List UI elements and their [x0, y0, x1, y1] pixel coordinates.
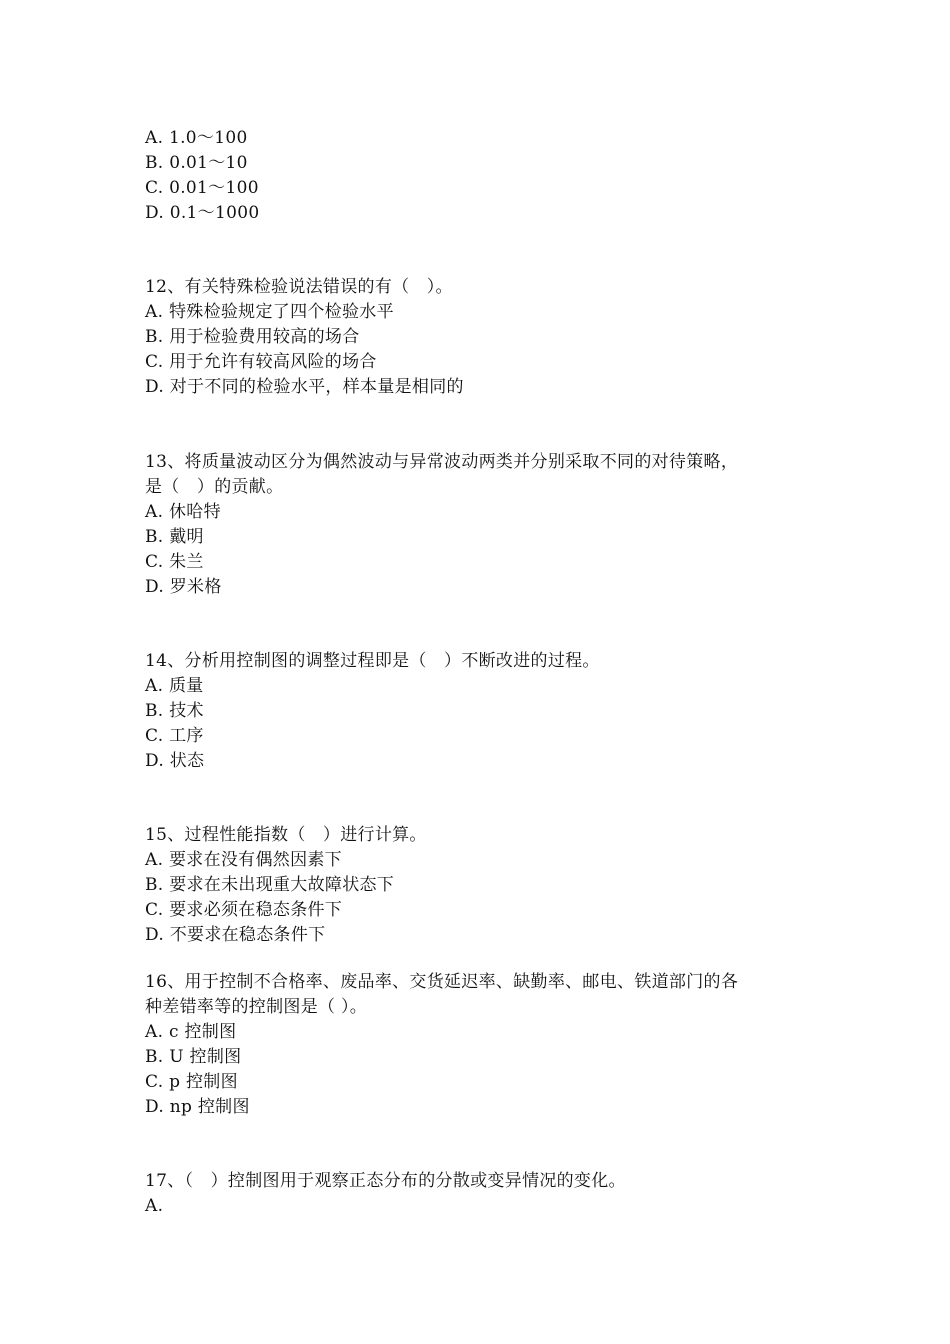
- q16-question-line1: 16、用于控制不合格率、废品率、交货延迟率、缺勤率、邮电、铁道部门的各: [145, 972, 739, 992]
- q12-question: 12、有关特殊检验说法错误的有（ ）。: [145, 277, 453, 297]
- q15-question: 15、过程性能指数（ ）进行计算。: [145, 825, 427, 845]
- q12-option-a: A. 特殊检验规定了四个检验水平: [145, 302, 394, 322]
- q17-option-a: A.: [145, 1196, 164, 1216]
- q14-option-a: A. 质量: [145, 676, 204, 696]
- q14-question: 14、分析用控制图的调整过程即是（ ）不断改进的过程。: [145, 651, 600, 671]
- q13-question-line2: 是（ ）的贡献。: [145, 477, 284, 497]
- q15-option-a: A. 要求在没有偶然因素下: [145, 850, 342, 870]
- q16-option-a: A. c 控制图: [145, 1022, 237, 1042]
- q12-option-b: B. 用于检验费用较高的场合: [145, 327, 360, 347]
- q16-option-b: B. U 控制图: [145, 1047, 242, 1067]
- q15-option-c: C. 要求必须在稳态条件下: [145, 900, 343, 920]
- q13-option-c: C. 朱兰: [145, 552, 204, 572]
- q13-option-b: B. 戴明: [145, 527, 204, 547]
- q11-option-b: B. 0.01～10: [145, 153, 248, 173]
- q17-question: 17、（ ）控制图用于观察正态分布的分散或变异情况的变化。: [145, 1171, 626, 1191]
- q13-option-d: D. 罗米格: [145, 577, 222, 597]
- q13-question-line1: 13、将质量波动区分为偶然波动与异常波动两类并分别采取不同的对待策略，: [145, 452, 739, 472]
- q14-option-d: D. 状态: [145, 751, 205, 771]
- q14-option-b: B. 技术: [145, 701, 204, 721]
- q13-option-a: A. 休哈特: [145, 502, 221, 522]
- q11-option-c: C. 0.01～100: [145, 178, 259, 198]
- q11-option-a: A. 1.0～100: [145, 128, 248, 148]
- q16-option-c: C. p 控制图: [145, 1072, 238, 1092]
- q14-option-c: C. 工序: [145, 726, 204, 746]
- q12-option-c: C. 用于允许有较高风险的场合: [145, 352, 377, 372]
- q12-option-d: D. 对于不同的检验水平，样本量是相同的: [145, 377, 464, 397]
- q11-option-d: D. 0.1～1000: [145, 203, 260, 223]
- q16-option-d: D. np 控制图: [145, 1097, 250, 1117]
- q15-option-b: B. 要求在未出现重大故障状态下: [145, 875, 395, 895]
- q15-option-d: D. 不要求在稳态条件下: [145, 925, 326, 945]
- q16-question-line2: 种差错率等的控制图是（ ）。: [145, 997, 368, 1017]
